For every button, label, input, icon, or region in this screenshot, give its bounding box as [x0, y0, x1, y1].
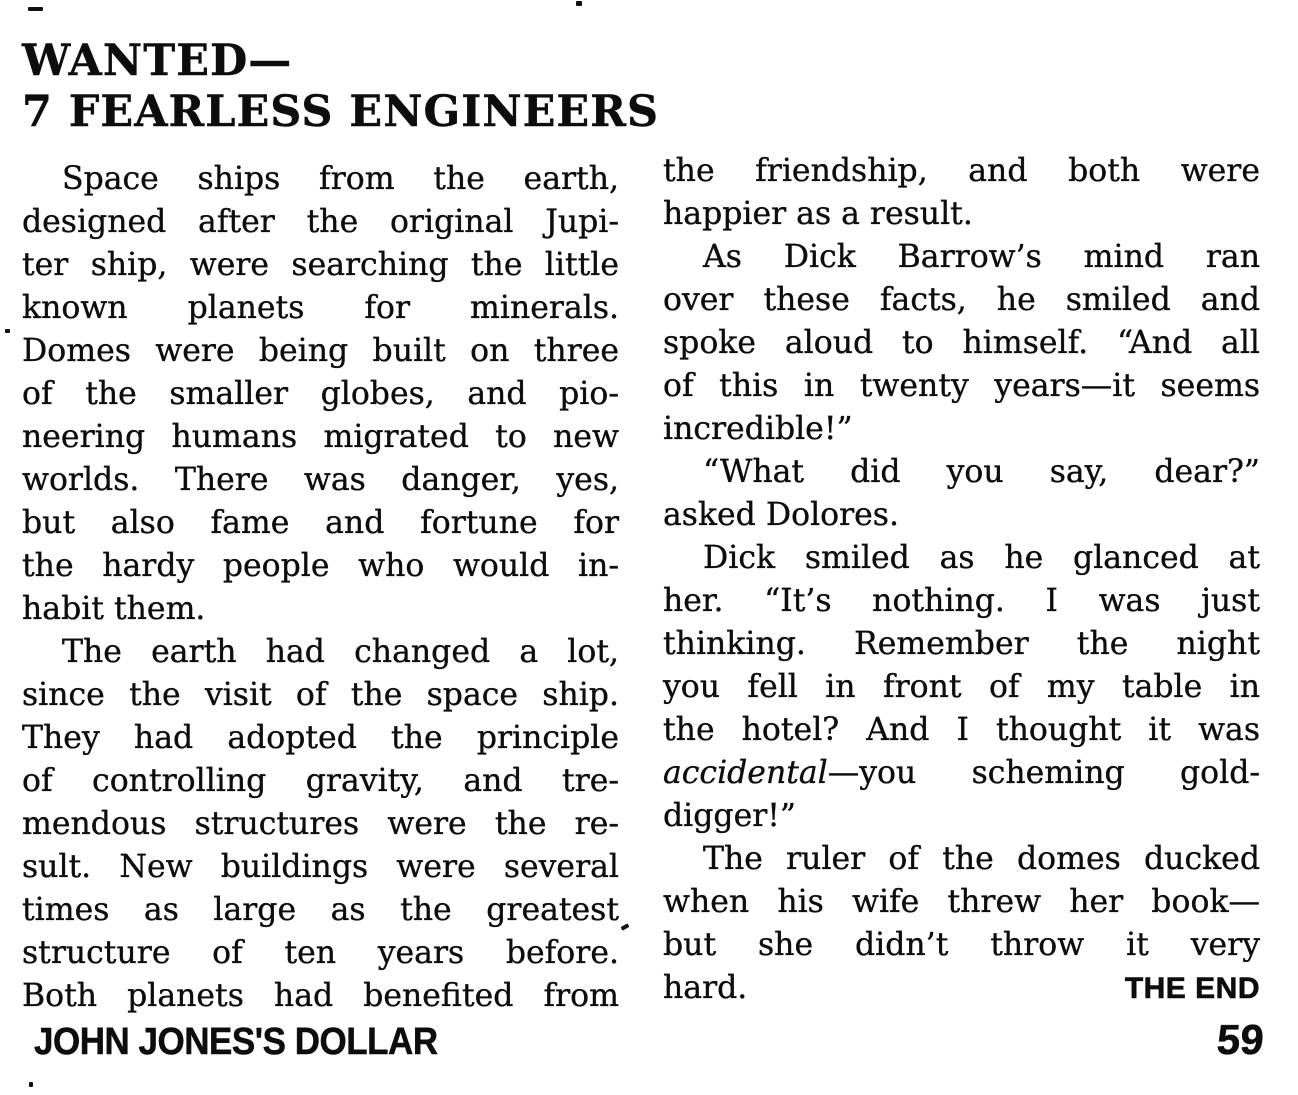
text-segment: designed after the original Jupi-	[22, 204, 619, 240]
text-line	[663, 709, 1260, 752]
text-segment: since the visit of the space ship.	[22, 677, 619, 713]
text-line	[663, 494, 1260, 537]
text-line	[663, 451, 1260, 494]
text-line	[22, 545, 619, 588]
text-segment: of this in twenty years—it seems	[663, 368, 1260, 404]
text-line	[663, 580, 1260, 623]
text-line	[22, 760, 619, 803]
text-line	[22, 889, 619, 932]
left-text-column	[22, 158, 619, 1018]
text-line	[663, 623, 1260, 666]
text-line	[22, 287, 619, 330]
scan-artifact	[28, 7, 43, 11]
text-segment: “What did you say, dear?”	[703, 454, 1260, 490]
text-segment: over these facts, he smiled and	[663, 282, 1260, 318]
headline-line-2: 7 FEARLESS ENGINEERS	[22, 87, 659, 137]
the-end-label: THE END	[1124, 972, 1260, 1005]
text-line	[22, 158, 619, 201]
text-segment: the hotel? And I thought it was	[663, 712, 1260, 748]
headline-line-1: WANTED—	[22, 36, 293, 86]
text-segment: ter ship, were searching the little	[22, 247, 619, 283]
text-segment: Both planets had benefited from	[22, 978, 619, 1014]
italic-text: accidental	[663, 755, 828, 791]
text-segment: but she didn’t throw it very	[663, 927, 1260, 963]
text-line	[22, 330, 619, 373]
text-segment: mendous structures were the re-	[22, 806, 619, 842]
text-line	[22, 975, 619, 1018]
scan-artifact	[621, 923, 630, 930]
text-segment: —you scheming gold-	[827, 755, 1260, 791]
text-segment: structure of ten years before.	[22, 935, 619, 971]
text-segment: Space ships from the earth,	[62, 161, 619, 197]
text-segment: known planets for minerals.	[22, 290, 619, 326]
text-line	[663, 193, 1260, 236]
text-segment: when his wife threw her book—	[663, 884, 1260, 920]
text-line	[663, 408, 1260, 451]
text-segment: digger!”	[663, 798, 797, 834]
text-segment: thinking. Remember the night	[663, 626, 1260, 662]
right-text-column	[663, 150, 1260, 1010]
scan-artifact	[29, 1082, 33, 1087]
text-line	[663, 924, 1260, 967]
text-segment: the hardy people who would in-	[22, 548, 619, 584]
text-line	[663, 967, 1260, 1010]
text-line	[22, 631, 619, 674]
text-line	[663, 752, 1260, 795]
text-segment: spoke aloud to himself. “And all	[663, 325, 1260, 361]
text-segment: times as large as the greatest	[22, 892, 619, 928]
text-line	[22, 201, 619, 244]
text-segment: The ruler of the domes ducked	[703, 841, 1260, 877]
text-line	[663, 279, 1260, 322]
text-line	[663, 322, 1260, 365]
text-segment: asked Dolores.	[663, 497, 899, 533]
text-line	[663, 365, 1260, 408]
text-line	[22, 588, 619, 631]
story-headline	[22, 36, 662, 138]
text-line	[663, 537, 1260, 580]
text-line	[22, 717, 619, 760]
text-segment: Dick smiled as he glanced at	[703, 540, 1260, 576]
text-segment: you fell in front of my table in	[663, 669, 1260, 705]
text-segment: but also fame and fortune for	[22, 505, 619, 541]
text-line	[22, 803, 619, 846]
scan-artifact	[5, 329, 10, 333]
text-line	[22, 846, 619, 889]
text-line	[22, 373, 619, 416]
text-segment: incredible!”	[663, 411, 853, 447]
text-line	[663, 666, 1260, 709]
text-segment: of the smaller globes, and pio-	[22, 376, 619, 412]
text-segment: happier as a result.	[663, 196, 973, 232]
text-line	[663, 881, 1260, 924]
text-line	[22, 932, 619, 975]
text-line	[663, 236, 1260, 279]
text-segment: As Dick Barrow’s mind ran	[703, 239, 1260, 275]
text-line	[22, 502, 619, 545]
text-segment: worlds. There was danger, yes,	[22, 462, 619, 498]
text-segment: The earth had changed a lot,	[62, 634, 619, 670]
text-segment: neering humans migrated to new	[22, 419, 619, 455]
text-segment: hard.	[663, 970, 748, 1006]
page-number: 59	[1215, 1016, 1266, 1063]
running-footer-story-title: JOHN JONES'S DOLLAR	[34, 1021, 438, 1063]
text-segment: habit them.	[22, 591, 206, 627]
text-line	[663, 795, 1260, 838]
text-line	[22, 244, 619, 287]
text-line	[22, 674, 619, 717]
text-segment: the friendship, and both were	[663, 153, 1260, 189]
text-segment: Domes were being built on three	[22, 333, 619, 369]
text-line	[22, 459, 619, 502]
text-line	[663, 838, 1260, 881]
text-segment: of controlling gravity, and tre-	[22, 763, 619, 799]
scan-artifact	[576, 1, 582, 6]
text-line	[22, 416, 619, 459]
text-segment: her. “It’s nothing. I was just	[663, 583, 1260, 619]
text-line	[663, 150, 1260, 193]
text-segment: They had adopted the principle	[22, 720, 619, 756]
text-segment: sult. New buildings were several	[22, 849, 619, 885]
